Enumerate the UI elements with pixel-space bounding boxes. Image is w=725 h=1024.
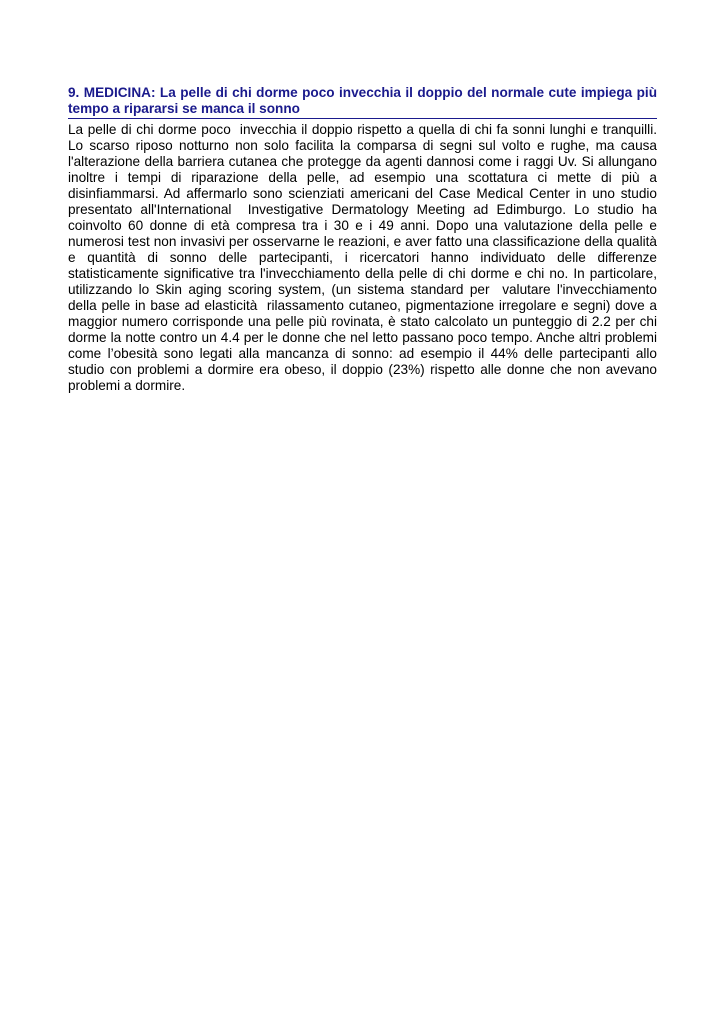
news-article <box>68 85 661 394</box>
article-body: La pelle di chi dorme poco invecchia il doppio rispetto a quella di chi fa sonni lunghi e tranquilli. Lo scarso riposo notturno non solo facilita la comparsa di segni sul volto e rughe, ma causa l'alterazione della barriera cutanea che protegge da agenti dannosi come i raggi Uv. Si allungano inoltre i tempi di riparazione della pelle, ad esempio una scottatura ci mette di più a disinfiammarsi. Ad affermarlo sono scienziati americani del Case Medical Center in uno studio presentato all'International Investigative Dermatology Meeting ad Edimburgo. Lo studio ha coinvolto 60 donne di età compresa tra i 30 e i 49 anni. Dopo una valutazione della pelle e numerosi test non invasivi per osservarne le reazioni, e aver fatto una classificazione della qualità e quantità di sonno delle partecipanti, i ricercatori hanno individuato delle differenze statisticamente significative tra l'invecchiamento della pelle di chi dorme e chi no. In particolare, utilizzando lo Skin aging scoring system, (un sistema standard per valutare l'invecchiamento della pelle in base ad elasticità rilassamento cutaneo, pigmentazione irregolare e segni) dove a maggior numero corrisponde una pelle più rovinata, è stato calcolato un punteggio di 2.2 per chi dorme la notte contro un 4.4 per le donne che nel letto passano poco tempo. Anche altri problemi come l’obesità sono legati alla mancanza di sonno: ad esempio il 44% delle partecipanti allo studio con problemi a dormire era obeso, il doppio (23%) rispetto alle donne che non avevano problemi a dormire. <box>68 122 661 393</box>
article-headline: 9. MEDICINA: La pelle di chi dorme poco invecchia il doppio del normale cute impiega più tempo a ripararsi se manca il sonno <box>68 85 657 119</box>
